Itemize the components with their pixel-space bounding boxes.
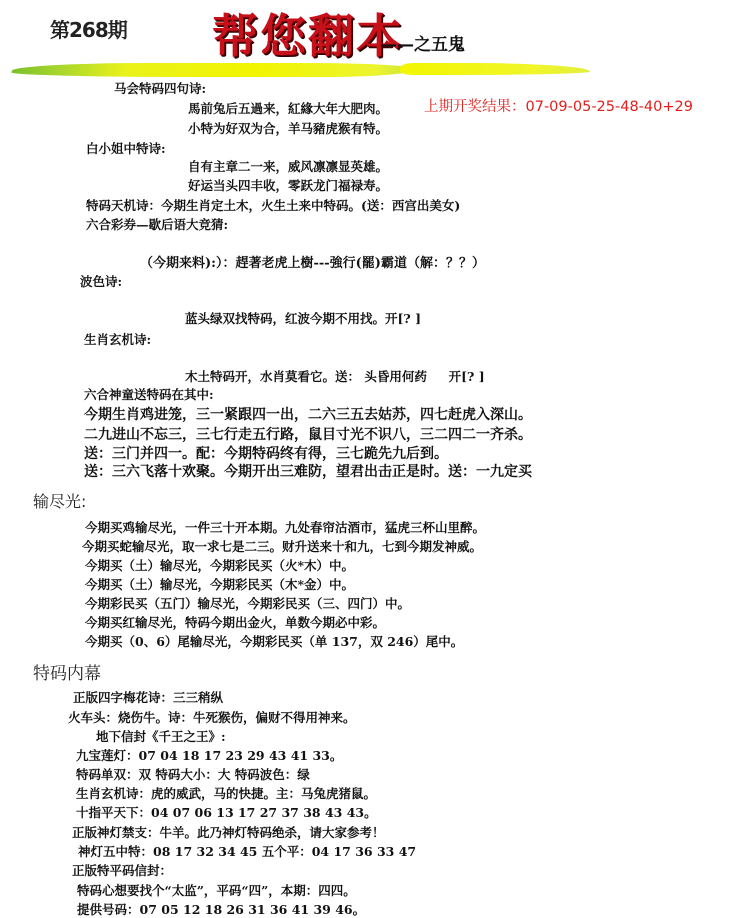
zodiac-title: 生肖玄机诗: [84, 332, 152, 347]
poem1-title: 马会特码四句诗: [114, 81, 207, 96]
poem2-line: 好运当头四丰收，零跃龙门福禄寿。 [188, 178, 389, 193]
shentong-line: 今期生肖鸡进笼，三一紧跟四一出，二六三五去姑苏，四七赶虎入深山。 [84, 407, 532, 423]
lose-all-line: 今期买（土）输尽光，今期彩民买（木*金）中。 [85, 577, 355, 592]
inside-heading: 特码内幕 [33, 664, 101, 684]
inside-line: 十指平天下：04 07 06 13 17 27 37 38 43 43。 [76, 805, 377, 820]
brand-title: 帮您翻本 [212, 9, 404, 63]
banner-swoosh [10, 63, 417, 77]
tianji-poem: 特码天机诗：今期生肖定土木，火生土来中特码。(送：西宫出美女) [86, 198, 461, 213]
inside-line: 正版神灯禁支：牛羊。此乃神灯特码绝杀，请大家参考！ [72, 825, 385, 840]
lose-all-line: 今期买鸡输尽光，一件三十开本期。九处春帘沽酒市，猛虎三杯山里醉。 [85, 520, 486, 535]
last-result-numbers: 07-09-05-25-48-40+29 [525, 99, 693, 115]
inside-line: 正版四字梅花诗：三三稍纵 [73, 690, 224, 705]
lose-all-heading: 输尽光: [33, 492, 87, 511]
last-result [424, 95, 693, 116]
wave-title: 波色诗: [80, 274, 123, 289]
lose-all-line: 今期买红输尽光，特码今期出金火，单数今期必中彩。 [85, 615, 386, 630]
shentong-title: 六合神童送特码在其中: [84, 387, 214, 402]
issue-number: 第268期 [50, 18, 127, 42]
riddle-title: 六合彩券—歇后语大竞猜: [86, 217, 229, 232]
inside-line: 九宝莲灯：07 04 18 17 23 29 43 41 33。 [76, 748, 343, 763]
inside-line: 特码心想要找个“太监”，平码“四”，本期：四四。 [77, 883, 356, 898]
lose-all-line: 今期彩民买（五门）输尽光，今期彩民买（三、四门）中。 [85, 596, 411, 611]
shentong-line: 二九进山不忘三，三七行走五行路，鼠目寸光不识八，三二四二一齐杀。 [84, 427, 532, 443]
poem1-line: 小特为好双为合，羊马豬虎猴有特。 [188, 121, 389, 136]
inside-line: 火车头：烧伤牛。诗：牛死猴伤，偏财不得用神来。 [68, 710, 356, 725]
inside-line: 生肖玄机诗：虎的威武，马的快捷。主：马兔虎猪鼠。 [76, 786, 377, 801]
banner-swoosh-tail [400, 63, 590, 75]
lose-all-line: 今期买（0、6）尾输尽光，今期彩民买（单 137，双 246）尾中。 [85, 634, 464, 649]
lose-all-line: 今期买（土）输尽光，今期彩民买（火*木）中。 [85, 558, 355, 573]
inside-line: 特码单双：双 特码大小：大 特码波色：绿 [76, 767, 310, 782]
lose-all-line: 今期买蛇输尽光，取一求七是二三。财升送来十和九，七到今期发神威。 [82, 539, 483, 554]
last-result-label: 上期开奖结果： [424, 99, 526, 115]
shentong-line: 送：三门并四一。配：今期特码终有得，三七跪先九后到。 [84, 446, 448, 462]
inside-line: 正版特平码信封： [72, 863, 173, 878]
zodiac-line: 木土特码开，水肖莫看它。送： 头昏用何药 开[? ] [185, 369, 485, 384]
poem1-line: 馬前兔后五過来，紅緣大年大肥肉。 [188, 101, 389, 116]
inside-line: 地下信封《千王之王》: [96, 729, 226, 744]
poem2-title: 白小姐中特诗: [86, 141, 166, 156]
riddle: （今期来料):）：趕著老虎上樹---強行(罷)霸道（解：？？） [140, 256, 485, 271]
inside-line: 神灯五中特：08 17 32 34 45 五个平：04 17 36 33 47 [78, 844, 417, 859]
poem2-line: 自有主章二一来，威风凛凛显英雄。 [188, 159, 389, 174]
shentong-line: 送：三六飞落十欢聚。今期开出三难防，望君出击正是时。送：一九定买 [84, 464, 532, 480]
inside-line: 提供号码：07 05 12 18 26 31 36 41 39 46。 [77, 902, 366, 917]
brand-subtitle: ——之五鬼 [380, 35, 465, 55]
wave-line: 蓝头绿双找特码，红波今期不用找。开[? ] [185, 311, 422, 326]
